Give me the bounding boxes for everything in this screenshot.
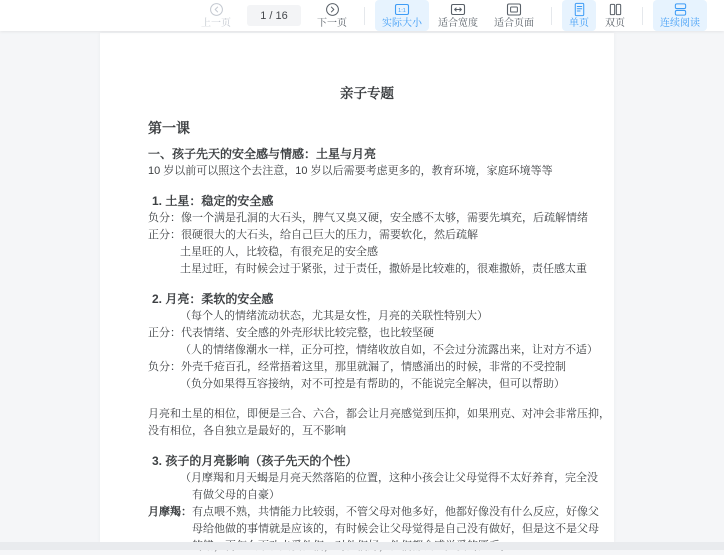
doc-line: （负分如果得互容接纳，对不可控是有帮助的，不能说完全解决，但可以帮助） [180, 378, 565, 390]
fit-page-button[interactable] [487, 0, 541, 31]
toolbar-controls [193, 0, 708, 31]
continuous-read-icon [673, 2, 688, 17]
doc-line-label: 月摩羯： [148, 506, 192, 518]
doc-spacer [148, 440, 586, 453]
toolbar [0, 0, 724, 31]
doc-spacer [148, 393, 586, 406]
doc-line: 一、孩子先天的安全感与情感：土星与月亮 [148, 147, 377, 161]
double-page-button[interactable] [598, 0, 632, 31]
fit-width-label: 适合宽度 [438, 18, 478, 29]
toolbar-divider [551, 7, 552, 25]
document-content [100, 33, 614, 555]
prev-page-icon [209, 2, 224, 17]
doc-line: 第一课 [148, 120, 190, 136]
single-page-icon [572, 2, 587, 17]
single-page-button[interactable] [562, 0, 596, 31]
fit-page-icon [506, 2, 522, 17]
actual-size-label: 实际大小 [382, 18, 422, 29]
doc-spacer [148, 278, 586, 291]
page-indicator[interactable] [247, 5, 301, 26]
prev-page-label: 上一页 [201, 18, 231, 29]
fit-page-label: 适合页面 [494, 18, 534, 29]
continuous-read-button[interactable] [653, 0, 707, 31]
next-page-icon [325, 2, 340, 17]
actual-size-button[interactable] [375, 0, 429, 31]
doc-line: 3. 孩子的月亮影响（孩子先天的个性） [152, 454, 358, 468]
doc-line: 亲子专题 [340, 86, 394, 101]
double-page-icon [608, 2, 623, 17]
prev-page-button[interactable] [194, 0, 238, 31]
page-indicator-value: 1 / 16 [260, 9, 288, 22]
doc-spacer [148, 180, 586, 193]
page-gap [0, 542, 724, 550]
doc-line: 有做父母的自豪） [192, 489, 280, 501]
doc-line: 正分：很硬很大的大石头，给自己巨大的压力，需要软化，然后疏解 [148, 229, 478, 241]
svg-text:1:1: 1:1 [398, 7, 406, 14]
next-page-label: 下一页 [317, 18, 347, 29]
toolbar-divider [642, 7, 643, 25]
next-page-button[interactable] [310, 0, 354, 31]
doc-line: 负分：像一个满是孔洞的大石头，脾气又臭又硬，安全感不太够，需要先填充，后疏解情绪 [148, 212, 588, 224]
fit-width-icon [450, 2, 466, 17]
toolbar-divider [364, 7, 365, 25]
doc-line: 没有相位，各自独立是最好的，互不影响 [148, 425, 346, 437]
double-page-label: 双页 [605, 18, 625, 29]
doc-line: 土星旺的人，比较稳，有很充足的安全感 [180, 246, 378, 258]
doc-line: 2. 月亮：柔软的安全感 [152, 292, 274, 306]
pdf-page [100, 33, 614, 542]
doc-line: 负分：外壳千疮百孔，经常捂着这里，那里就漏了，情感涌出的时候，非常的不受控制 [148, 361, 566, 373]
doc-line: 1. 土星：稳定的安全感 [152, 194, 274, 208]
doc-line: （月摩羯和月天蝎是月亮天然落陷的位置，这种小孩会让父母觉得不太好养育，完全没 [180, 472, 598, 484]
doc-line: （每个人的情绪流动状态，尤其是女性，月亮的关联性特别大） [180, 310, 488, 322]
doc-line: 月亮和土星的相位，即便是三合、六合，都会让月亮感觉到压抑，如果刑克、对冲会非常压抑， [148, 408, 610, 420]
actual-size-icon [394, 2, 410, 17]
continuous-read-label: 连续阅读 [660, 18, 700, 29]
fit-width-button[interactable] [431, 0, 485, 31]
doc-line: 正分：代表情绪、安全感的外壳形状比较完整，也比较坚硬 [148, 327, 434, 339]
doc-line: （人的情绪像潮水一样，正分可控，情绪收放自如，不会过分流露出来，让对方不适） [180, 344, 598, 356]
single-page-label: 单页 [569, 18, 589, 29]
doc-line: 土星过旺，有时候会过于紧张，过于责任，撒娇是比较难的，很难撒娇，责任感太重 [180, 263, 587, 275]
doc-line: 10 岁以前可以照这个去注意，10 岁以后需要考虑更多的，教育环境，家庭环境等等 [148, 165, 553, 177]
doc-line: 母给他做的事情就是应该的，有时候会让父母觉得是自己没有做好，但是这不是父母 [192, 523, 599, 535]
doc-line: 月摩羯：有点喂不熟，共情能力比较弱，不管父母对他多好，他都好像没有什么反应，好像父 [148, 506, 599, 518]
